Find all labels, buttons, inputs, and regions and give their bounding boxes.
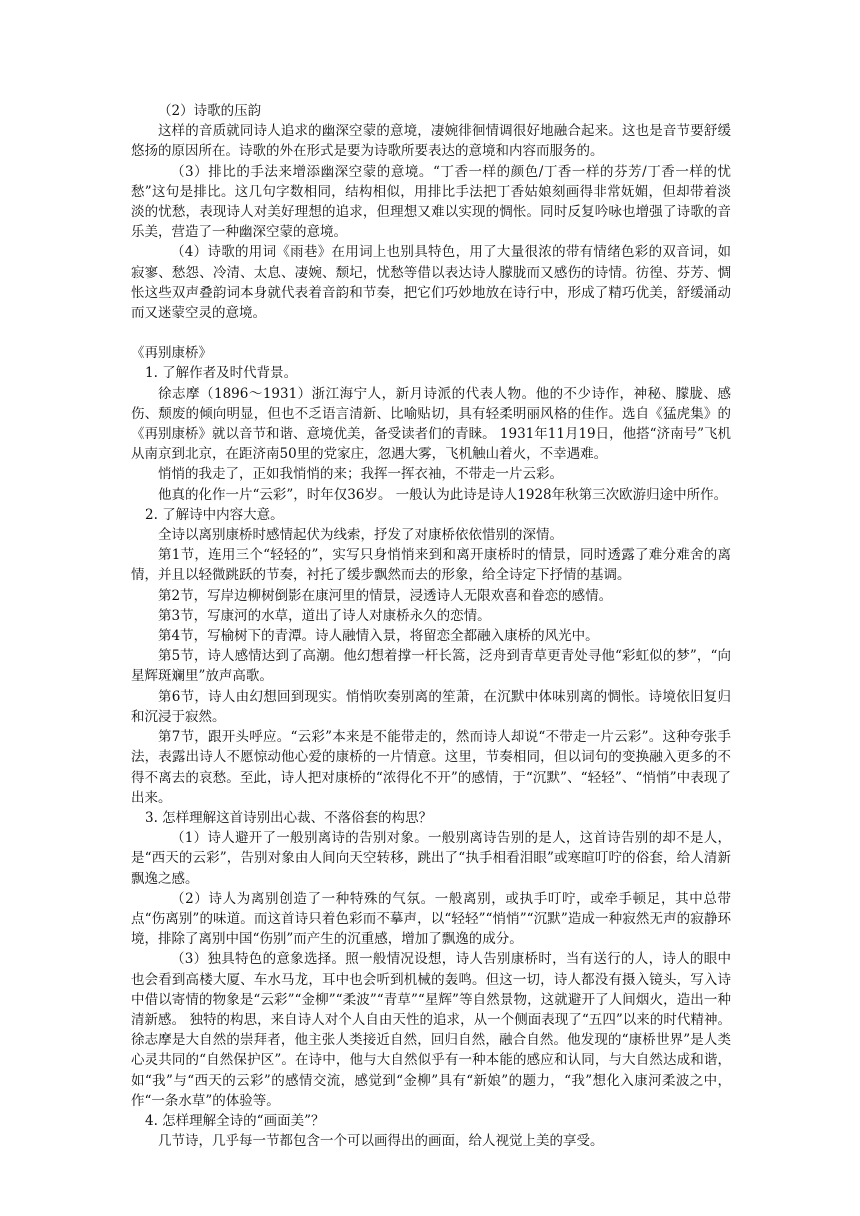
paragraph: 他真的化作一片“云彩”，时年仅36岁。 一般认为此诗是诗人1928年秋第三次欧游归途中所作。 <box>158 486 728 503</box>
stanza-note: 第3节，写康河的水草，道出了诗人对康桥永久的恋情。 <box>158 607 491 624</box>
paragraph: 这样的音质就同诗人追求的幽深空蒙的意境，凄婉徘徊情调很好地融合起来。这也是音节要舒缓悠扬的原因所在。诗歌的外在形式是要为诗歌所要表达的意境和内容而服务的。 <box>131 123 731 160</box>
paragraph: 几节诗，几乎每一节都包含一个可以画得出的画面，给人视觉上美的享受。 <box>158 1133 604 1150</box>
stanza-note: 第7节，跟开头呼应。“云彩”本来是不能带走的，然而诗人却说“不带走一片云彩”。这种夸张手法，表露出诗人不愿惊动他心爱的康桥的一片情意。这里，节奏相同，但以词句的变换融入更多的不得不离去的哀愁。至此，诗人把对康桥的“浓得化不开”的感情，于“沉默”、“轻轻”、“悄悄”中表现了出来。 <box>131 729 731 806</box>
stanza-note: 第1节，连用三个“轻轻的”，实写只身悄悄来到和离开康桥时的情景，同时透露了难分难舍的离情，并且以轻微跳跃的节奏，衬托了缓步飘然而去的形象，给全诗定下抒情的基调。 <box>131 547 731 584</box>
stanza-note: 第2节，写岸边柳树倒影在康河里的情景，浸透诗人无限欢喜和眷恋的感情。 <box>158 587 613 604</box>
question-heading: 1. 了解作者及时代背景。 <box>145 365 298 382</box>
stanza-note: 第5节，诗人感情达到了高潮。他幻想着撑一杆长篙，泛舟到青草更青处寻他“彩虹似的梦”，“向星辉斑斓里”放声高歌。 <box>131 648 731 685</box>
paragraph: （2）诗人为离别创造了一种特殊的气氛。一般离别，或执手叮咛，或牵手顿足，其中总带点“伤离别”的味道。而这首诗只着色彩而不摹声，以“轻轻”“悄悄”“沉默”造成一种寂然无声的寂静环境，排除了离别中国“伤别”而产生的沉重感，增加了飘逸的成分。 <box>131 890 731 948</box>
paragraph: （3）排比的手法来增添幽深空蒙的意境。“丁香一样的颜色/丁香一样的芬芳/丁香一样的忧愁”这句是排比。这几句字数相同，结构相似，用排比手法把丁香姑娘刻画得非常妩媚，但却带着淡淡的忧愁，表现诗人对美好理想的追求，但理想又难以实现的惆怅。同时反复吟咏也增强了诗歌的音乐美，营造了一种幽深空蒙的意境。 <box>131 163 731 241</box>
stanza-note: 第6节，诗人由幻想回到现实。悄悄吹奏别离的笙萧，在沉默中体味别离的惆怅。诗境依旧复归和沉浸于寂然。 <box>131 688 731 725</box>
spacer <box>131 323 731 343</box>
document-page <box>131 101 731 1151</box>
paragraph: （1）诗人避开了一般别离诗的告别对象。一般别离诗告别的是人，这首诗告别的却不是人，是“西天的云彩”，告别对象由人间向天空转移，跳出了“执手相看泪眼”或寒暄叮咛的俗套，给人清新飘逸之感。 <box>131 830 731 887</box>
section-heading-rhyme: （2）诗歌的压韵 <box>158 103 262 119</box>
question-heading: 3. 怎样理解这首诗别出心裁、不落俗套的构思？ <box>145 809 433 826</box>
paragraph: 徐志摩（1896～1931）浙江海宁人，新月诗派的代表人物。他的不少诗作，神秘、朦胧、感伤、颓废的倾向明显，但也不乏语言清新、比喻贴切，具有轻柔明丽风格的佳作。选自《猛虎集》的《再别康桥》就以音节和谐、意境优美，备受读者们的青睐。 1931年11月19日，他搭“济南号”飞机从南京到北京，在距济南50里的党家庄，忽遇大雾，飞机触山着火，不幸遇难。 <box>131 385 731 463</box>
question-heading: 2. 了解诗中内容大意。 <box>145 506 284 523</box>
paragraph: 全诗以离别康桥时感情起伏为线索，抒发了对康桥依依惜别的深情。 <box>158 527 563 544</box>
stanza-note: 第4节，写榆树下的青潭。诗人融情入景，将留恋全都融入康桥的风光中。 <box>158 628 599 645</box>
section-title: 《再别康桥》 <box>131 345 212 362</box>
paragraph: （3）独具特色的意象选择。照一般情况设想，诗人告别康桥时，当有送行的人，诗人的眼中也会看到高楼大厦、车水马龙，耳中也会听到机械的轰鸣。但这一切，诗人都没有摄入镜头，写入诗中借以寄情的物象是“云彩”“金柳”“柔波”“青草”“星辉”等自然景物，这就避开了人间烟火，造出一种清新感。 独特的构思，来自诗人对个人自由天性的追求，从一个侧面表现了“五四”以来的时代精神。 徐志摩是大自然的崇拜者，他主张人类接近自然，回归自然，融合自然。他发现的“康桥世界”是人类心灵共同的“自然保护区”。在诗中，他与大自然似乎有一种本能的感应和认同，与大自然达成和谐，如“我”与“西天的云彩”的感情交流，感觉到“金柳”具有“新娘”的题力，“我”想化入康河柔波之中，作“一条水草”的体验等。 <box>131 951 731 1109</box>
paragraph: （4）诗歌的用词《雨巷》在用词上也别具特色，用了大量很浓的带有情绪色彩的双音词，如寂寥、愁怨、冷清、太息、凄婉、颓圮，忧愁等借以表达诗人朦胧而又感伤的诗情。彷徨、芬芳、惆怅这些双声叠韵词本身就代表着音韵和节奏，把它们巧妙地放在诗行中，形成了精巧优美，舒缓涌动而又迷蒙空灵的意境。 <box>131 244 731 322</box>
poem-quote: 悄悄的我走了，正如我悄悄的来；我挥一挥衣袖，不带走一片云彩。 <box>158 466 563 483</box>
question-heading: 4. 怎样理解全诗的“画面美”？ <box>145 1112 325 1129</box>
